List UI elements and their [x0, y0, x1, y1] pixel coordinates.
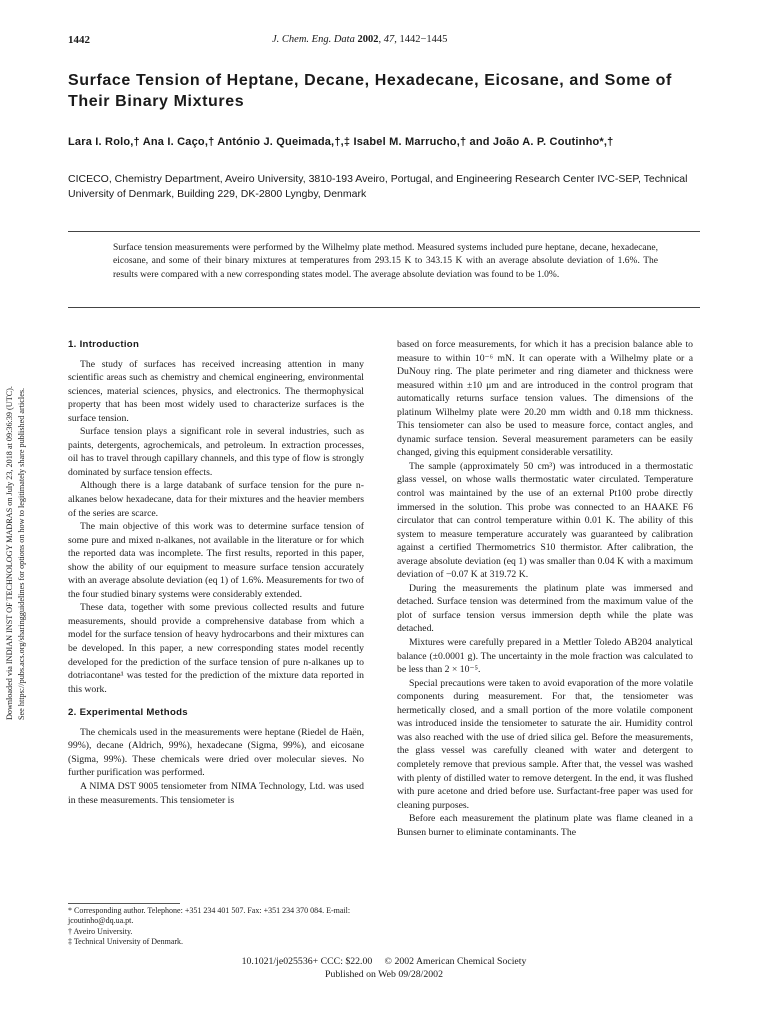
- experimental-paragraph: A NIMA DST 9005 tensiometer from NIMA Technology, Ltd. was used in these measurements. This tensiometer is: [68, 780, 364, 806]
- footnotes: [68, 906, 368, 948]
- journal-name: J. Chem. Eng. Data: [272, 34, 355, 45]
- doi-copyright: 10.1021/je025536+ CCC: $22.00 © 2002 American Chemical Society: [241, 956, 527, 967]
- journal-volume: 47: [383, 34, 395, 45]
- abstract: Surface tension measurements were performed by the Wilhelmy plate method. Measured systems included pure heptane, decane, hexadecane, eicosane, and some of their binary mixtures at temperatures from 293.15 K to 343.15 K with an average absolute deviation of 1.6%. The results were compared with a new corresponding states model. The average absolute deviation was found to be 1.0%.: [113, 243, 658, 280]
- publication-info: [160, 956, 608, 981]
- footnote-corresponding-author: * Corresponding author. Telephone: +351 234 401 507. Fax: +351 234 370 084. E-mail: jcoutinho@dq.ua.pt.: [68, 906, 351, 926]
- published-date: Published on Web 09/28/2002: [325, 968, 443, 980]
- section-heading-introduction: 1. Introduction: [68, 339, 140, 350]
- abstract-top-rule: [68, 231, 700, 232]
- experimental-paragraph: The sample (approximately 50 cm³) was introduced in a thermostatic glass vessel, on whose walls thermostatic water circulated. Temperature control was maintained by the use of an external Pt100 probe directly immersed in the solution. This probe was connected to an HAAKE F6 circulator that can control temperature within 0.01 K. The ability of this system to measure temperature accurately was guaranteed by calibration against a certified Thermometrics S10 thermistor. After calibration, the average absolute deviation (eq 1) was smaller than 0.04 K with a maximum deviation of −0.07 K at 319.72 K.: [397, 460, 693, 581]
- experimental-paragraph: Special precautions were taken to avoid evaporation of the more volatile components during measurement. For that, the tensiometer was hermetically closed, and a small portion of the more volatile component was introduced inside the tensiometer to saturate the air. Humidity control was also reached with the use of dried silica gel. Before the measurements, the glass vessel was carefully cleaned with water and detergent to completely remove that previous sample. After that, the vessel was washed with plenty of distilled water to remove detergent. In the end, it was flushed with pure acetone and dried before use. Surfactant-free paper was used for cleaning purposes.: [397, 677, 693, 811]
- experimental-paragraph: Mixtures were carefully prepared in a Mettler Toledo AB204 analytical balance (±0.0001 g). The uncertainty in the mole fraction was calculated to be less than 2 × 10⁻⁵.: [397, 637, 693, 676]
- page-number: 1442: [68, 34, 90, 46]
- abstract-bottom-rule: [68, 307, 700, 308]
- experimental-paragraph: The chemicals used in the measurements were heptane (Riedel de Haën, 99%), decane (Aldrich, 99%), hexadecane (Sigma, 99%), and eicosane (Sigma, 99%). These chemicals were dried over molecular sieves. No further purification was performed.: [68, 726, 364, 779]
- right-column: [397, 338, 693, 839]
- download-notice: [4, 280, 34, 720]
- intro-paragraph: Surface tension plays a significant role in several industries, such as paints, detergents, agrochemicals, and petroleum. In extraction processes, oil has to travel through capillary channels, and this type of flow is strongly dominated by surface tension effects.: [68, 426, 364, 478]
- download-notice-line1: Downloaded via INDIAN INST OF TECHNOLOGY MADRAS on July 23, 2018 at 09:36:39 (UTC).: [5, 386, 14, 720]
- intro-paragraph: The study of surfaces has received increasing attention in many scientific areas such as chemistry and chemical engineering, environmental sciences, material sciences, physics, and electronics. The thermophysical property that has been most widely used to characterize surfaces is the surface tension.: [68, 358, 364, 424]
- journal-year: 2002: [357, 34, 379, 45]
- download-notice-line2: See https://pubs.acs.org/sharingguidelines for options on how to legitimately share published articles.: [17, 387, 26, 720]
- footnote-affiliation-1: † Aveiro University.: [68, 926, 133, 936]
- intro-paragraph: The main objective of this work was to determine surface tension of some pure and mixed n-alkanes, not available in the literature or for which the reported data was incomplete. The first results, reported in this paper, show the ability of our equipment to measure surface tension accurately with an average absolute deviation (eq 1) of 1.6%. Measurements for two of the four studied binary systems were considerably extended.: [68, 521, 364, 600]
- journal-pages: 1442−1445: [399, 34, 448, 45]
- affiliation: CICECO, Chemistry Department, Aveiro University, 3810-193 Aveiro, Portugal, and Engineering Research Center IVC-SEP, Technical University of Denmark, Building 229, DK-2800 Lyngby, Denmark: [68, 173, 688, 200]
- left-column: [68, 338, 364, 807]
- section-heading-experimental: 2. Experimental Methods: [68, 707, 188, 719]
- intro-paragraph: These data, together with some previous collected results and future measurements, should provide a comprehensive database from which a model for the surface tension of heavy hydrocarbons and their mixtures can be developed. In this paper, a new corresponding states model recently developed for the prediction of the surface tension of pure n-alkanes up to dotriacontane¹ was tested for the prediction of the mixture data reported in this work.: [68, 602, 364, 695]
- experimental-paragraph: based on force measurements, for which it has a precision balance able to measure to within 10⁻⁶ mN. It can operate with a Wilhelmy plate or a DuNouy ring. The plate perimeter and ring diameter and thickness were measured within ±10 μm and are introduced in the control program that automatically returns surface tension values. The dimensions of the platinum Wilhelmy plate were 20.20 mm width and 0.18 mm thickness. This tensiometer can also be used to measure force, contact angles, and dynamic surface tension. Several measurement parameters can be easily changed, giving this equipment considerable versatility.: [397, 339, 693, 459]
- journal-citation: J. Chem. Eng. Data 2002, 47, 1442−1445: [272, 34, 448, 45]
- intro-paragraph: Although there is a large databank of surface tension for the pure n-alkanes below hexadecane, data for their mixtures and the heavier members of the series are scarce.: [68, 480, 364, 519]
- experimental-paragraph: Before each measurement the platinum plate was flame cleaned in a Bunsen burner to eliminate contaminants. The: [397, 813, 693, 838]
- article-title: Surface Tension of Heptane, Decane, Hexadecane, Eicosane, and Some of Their Binary Mixtures: [68, 72, 672, 110]
- footnote-affiliation-2: ‡ Technical University of Denmark.: [68, 937, 184, 947]
- experimental-paragraph: During the measurements the platinum plate was immersed and detached. Surface tension was determined from the maximum value of the plot of surface tension versus immersion depth while the plate was detached.: [397, 582, 693, 635]
- author-list: Lara I. Rolo,† Ana I. Caço,† António J. Queimada,†,‡ Isabel M. Marrucho,† and João A. P. Coutinho*,†: [68, 136, 614, 148]
- footnote-rule: [68, 903, 180, 904]
